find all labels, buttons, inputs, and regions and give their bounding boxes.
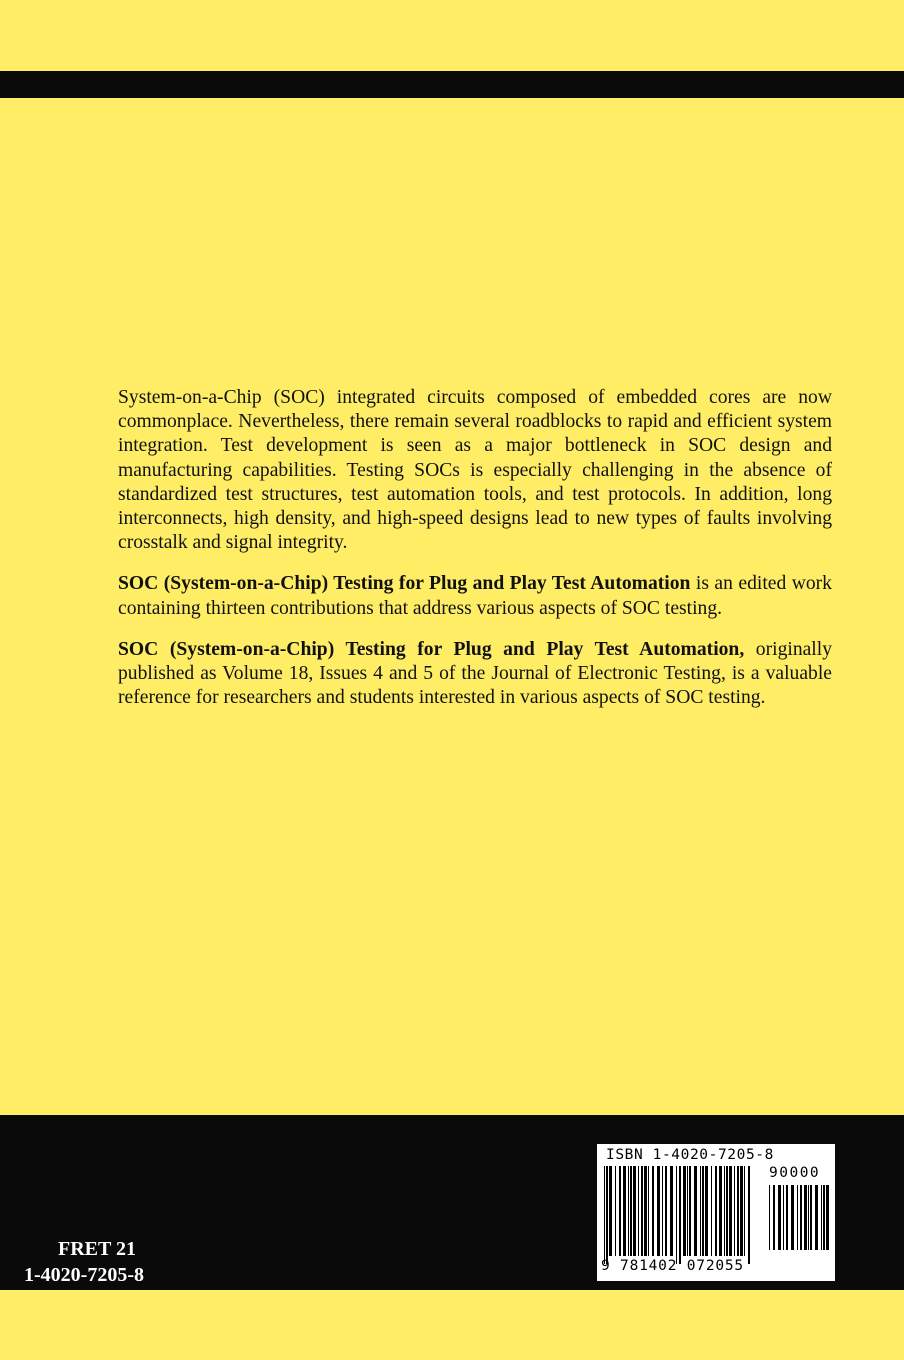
barcode-bar [740, 1166, 743, 1256]
barcode-bar [670, 1166, 673, 1256]
barcode-isbn-label: ISBN 1-4020-7205-8 [606, 1147, 774, 1163]
barcode-bar [687, 1166, 688, 1256]
blurb-paragraph-2-text: is an edited work containing thirteen contributions that address various aspects of SOC testing. [118, 573, 832, 619]
barcode-bar [689, 1166, 691, 1256]
barcode-bar [729, 1166, 732, 1256]
barcode-bar [652, 1166, 654, 1256]
barcode-bar [615, 1166, 616, 1256]
barcode-bar [705, 1166, 708, 1256]
barcode-bar [604, 1166, 605, 1264]
barcode-bar [619, 1166, 621, 1256]
barcode-bar [715, 1166, 717, 1256]
barcode-bar [734, 1166, 735, 1256]
barcode-bar [609, 1166, 612, 1256]
barcode-bar [791, 1185, 794, 1250]
barcode-bar [638, 1166, 639, 1256]
barcode-bar [769, 1185, 770, 1250]
barcode-bar [826, 1185, 829, 1250]
barcode-bar [719, 1166, 722, 1256]
barcode-bar [679, 1166, 681, 1264]
barcode-bar [657, 1166, 660, 1256]
barcode-bar [676, 1166, 677, 1264]
barcode-bar [744, 1166, 745, 1256]
barcode-bar [800, 1185, 802, 1250]
barcode-bar [641, 1166, 643, 1256]
blurb-paragraph-3-text: originally published as Volume 18, Issues 4 and 5 of the Journal of Electronic Testing, is a valuable reference for researchers and students interested in various aspects of SOC testing. [118, 638, 832, 709]
barcode-bar [700, 1166, 701, 1256]
barcode-bar [815, 1185, 818, 1250]
barcode-bar [630, 1166, 632, 1256]
barcode-ean-digits: 9 781402 072055 [601, 1258, 744, 1274]
barcode-bar [628, 1166, 629, 1256]
barcode-bar [724, 1166, 725, 1256]
barcode-bar [711, 1166, 712, 1256]
book-title-repeat: SOC (System-on-a-Chip) Testing for Plug and Play Test Automation, [118, 638, 745, 660]
barcode-bar [665, 1166, 667, 1256]
book-title: SOC (System-on-a-Chip) Testing for Plug and Play Test Automation [118, 573, 691, 595]
barcode-bar [644, 1166, 647, 1256]
top-black-band [0, 71, 904, 98]
blurb-paragraph-2 [118, 572, 832, 620]
barcode [597, 1144, 835, 1281]
barcode-bar [606, 1166, 608, 1264]
barcode-bar [808, 1185, 809, 1250]
series-code-block [24, 1236, 178, 1288]
ean-barcode-bars [603, 1166, 755, 1264]
barcode-bar [702, 1166, 704, 1256]
barcode-bar [683, 1166, 686, 1256]
barcode-bar [778, 1185, 781, 1250]
barcode-bar [662, 1166, 663, 1256]
barcode-bar [623, 1166, 626, 1256]
barcode-bar [804, 1185, 807, 1250]
barcode-bar [797, 1185, 798, 1250]
barcode-bar [773, 1185, 775, 1250]
barcode-bar [810, 1185, 812, 1250]
blurb-paragraph-3 [118, 638, 832, 711]
barcode-bar [694, 1166, 697, 1256]
back-cover-blurb [118, 386, 832, 727]
barcode-bar [726, 1166, 728, 1256]
barcode-bar [783, 1185, 784, 1250]
barcode-addon-digits: 90000 [769, 1165, 821, 1181]
series-code: FRET 21 [58, 1238, 136, 1260]
barcode-bar [737, 1166, 739, 1256]
barcode-bar [823, 1185, 825, 1250]
blurb-paragraph-1: System-on-a-Chip (SOC) integrated circuits composed of embedded cores are now commonplace. Nevertheless, there remain several roadblocks to rapid and efficient system integration. Test development is seen as a major bottleneck in SOC design and manufacturing capabilities. Testing SOCs is especially challenging in the absence of standardized test structures, test automation tools, and test protocols. In addition, long interconnects, high density, and high-speed designs lead to new types of faults involving crosstalk and signal integrity. [118, 387, 832, 554]
barcode-bar [786, 1185, 788, 1250]
barcode-bar [633, 1166, 636, 1256]
barcode-bar [748, 1166, 750, 1264]
footer-isbn: 1-4020-7205-8 [24, 1264, 144, 1286]
addon-barcode-bars [768, 1185, 830, 1258]
barcode-bar [648, 1166, 649, 1256]
barcode-bar [821, 1185, 822, 1250]
